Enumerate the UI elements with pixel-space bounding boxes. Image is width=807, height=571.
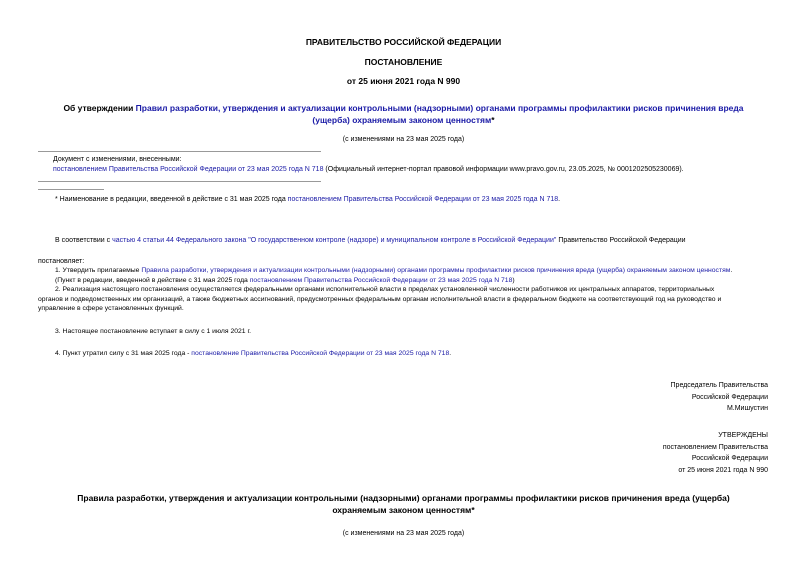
rules-changes-note: (с изменениями на 23 мая 2025 года) bbox=[342, 530, 465, 537]
item-1-end: . bbox=[730, 267, 733, 274]
approved-block bbox=[468, 430, 768, 476]
doc-date-number: от 25 июня 2021 года N 990 bbox=[346, 76, 461, 86]
item-4-text: 4. Пункт утратил силу с 31 мая 2025 года - bbox=[55, 350, 192, 357]
footnote bbox=[55, 195, 795, 204]
item-4-end: . bbox=[449, 350, 452, 357]
item-1 bbox=[38, 266, 770, 276]
item-1-note-link[interactable]: постановлением Правительства Российской Федерации от 23 мая 2025 года N 718 bbox=[249, 276, 513, 284]
title-asterisk: * bbox=[491, 114, 495, 125]
preamble bbox=[55, 236, 800, 245]
footnote-link[interactable]: постановлением Правительства Российской Федерации от 23 мая 2025 года N 718 bbox=[287, 196, 559, 203]
divider bbox=[38, 151, 321, 152]
preamble-text: В соответствии с bbox=[55, 237, 113, 244]
changes-note: (с изменениями на 23 мая 2025 года) bbox=[342, 136, 465, 143]
document-title bbox=[40, 103, 767, 126]
preamble-tail: Правительство Российской Федерации bbox=[556, 237, 686, 244]
items-block bbox=[38, 266, 770, 314]
footnote-divider bbox=[38, 189, 104, 190]
item-1-note-text: (Пункт в редакции, введенной в действие с 31 мая 2025 года bbox=[55, 276, 250, 284]
signature-name: М.Мишустин bbox=[726, 405, 768, 412]
footnote-end: . bbox=[558, 196, 561, 203]
approved-date: от 25 июня 2021 года N 990 bbox=[678, 466, 768, 474]
item-1-text: 1. Утвердить прилагаемые bbox=[55, 267, 142, 274]
footnote-text: * Наименование в редакции, введенной в действие с 31 мая 2025 года bbox=[55, 196, 288, 203]
rules-title-line-2: охраняемым законом ценностям bbox=[332, 504, 472, 515]
government-heading: ПРАВИТЕЛЬСТВО РОССИЙСКОЙ ФЕДЕРАЦИИ bbox=[305, 37, 502, 47]
divider bbox=[38, 181, 321, 182]
item-1-note bbox=[38, 276, 770, 286]
title-rules-link-cont[interactable]: (ущерба) охраняемым законом ценностям bbox=[312, 114, 492, 125]
title-rules-link[interactable]: Правил разработки, утверждения и актуализации контрольными (надзорными) органами программы профилактики рисков причинения вреда bbox=[135, 103, 744, 113]
approved-country: Российской Федерации bbox=[691, 455, 768, 462]
amendments-list bbox=[53, 165, 803, 174]
title-prefix: Об утверждении bbox=[63, 103, 136, 113]
signature-position: Председатель Правительства bbox=[670, 382, 768, 389]
doc-type-heading: ПОСТАНОВЛЕНИЕ bbox=[364, 57, 443, 67]
item-2-line-1: 2. Реализация настоящего постановления осуществляется федеральными органами исполнительной власти в пределах установленной численности работников их центральных аппаратов, территориальных bbox=[55, 286, 715, 293]
rules-title bbox=[30, 493, 777, 516]
item-1-rules-link[interactable]: Правила разработки, утверждения и актуализации контрольными (надзорными) органами программы профилактики рисков причинения вреда (ущерба) охраняемым законом ценностям bbox=[141, 267, 731, 274]
amendment-source: (Официальный интернет-портал правовой информации www.pravo.gov.ru, 23.05.2025, № 0001202505230069). bbox=[323, 166, 684, 173]
decides-word: постановляет: bbox=[38, 258, 85, 265]
item-4 bbox=[55, 349, 755, 359]
item-2-line-3: управление в сфере установленных функций. bbox=[38, 305, 184, 312]
amendment-link[interactable]: постановлением Правительства Российской Федерации от 23 мая 2025 года N 718 bbox=[53, 166, 324, 173]
signature-block bbox=[468, 380, 768, 415]
amendments-intro: Документ с изменениями, внесенными: bbox=[53, 156, 182, 163]
signature-country: Российской Федерации bbox=[691, 393, 768, 401]
item-1-note-end: ) bbox=[512, 276, 515, 284]
item-4-link[interactable]: постановление Правительства Российской Федерации от 23 мая 2025 года N 718 bbox=[191, 350, 450, 357]
approved-heading: УТВЕРЖДЕНЫ bbox=[718, 432, 768, 439]
federal-law-link[interactable]: частью 4 статьи 44 Федерального закона "О государственном контроле (надзоре) и муниципальном контроле в Российской Федерации" bbox=[112, 237, 557, 244]
rules-title-line-1: Правила разработки, утверждения и актуализации контрольными (надзорными) органами программы профилактики рисков причинения вреда (ущерба) bbox=[77, 493, 730, 503]
item-3: 3. Настоящее постановление вступает в силу с 1 июля 2021 г. bbox=[55, 328, 252, 335]
approved-by: постановлением Правительства bbox=[662, 443, 768, 451]
item-2-line-2: органов и подведомственных им организаций, а также бюджетных ассигнований, предусмотренных федеральным органам исполнительной власти в федеральном бюджете на соответствующий год на руководство и bbox=[38, 295, 722, 303]
rules-title-asterisk: * bbox=[471, 504, 475, 515]
